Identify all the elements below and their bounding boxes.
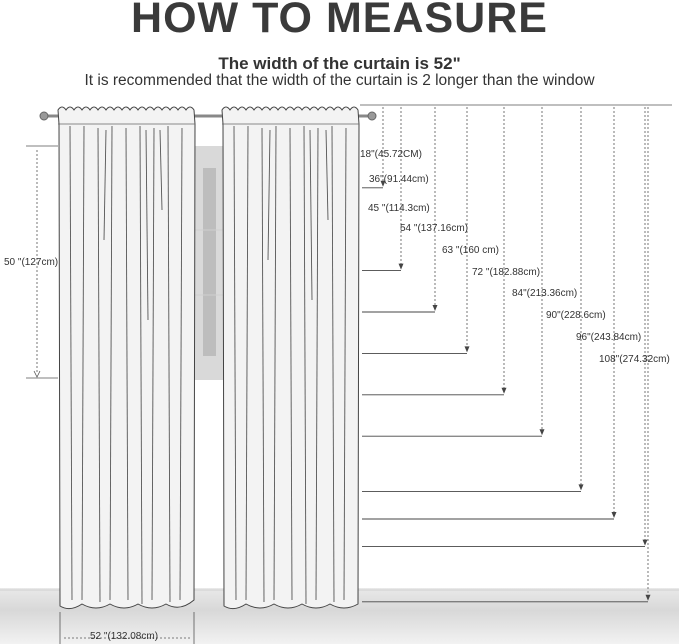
recommendation-note: It is recommended that the width of the curtain is 2 longer than the window bbox=[84, 72, 595, 89]
length-arrow-2 bbox=[433, 305, 438, 311]
right-curtain-panel bbox=[222, 107, 359, 609]
left-curtain-panel bbox=[58, 107, 195, 609]
length-measures bbox=[360, 107, 670, 602]
length-arrow-5 bbox=[540, 429, 545, 435]
length-arrow-4 bbox=[502, 388, 507, 394]
length-label-6: 84"(213.36cm) bbox=[512, 288, 578, 299]
length-arrow-8 bbox=[643, 540, 648, 546]
curtain-width-subtitle: The width of the curtain is 52" bbox=[218, 54, 461, 73]
length-label-5: 72 "(182.88cm) bbox=[472, 267, 541, 278]
length-label-4: 63 "(160 cm) bbox=[442, 245, 499, 256]
length-label-3: 54 "(137.16cm) bbox=[400, 223, 469, 234]
width-label: 52 "(132.08cm) bbox=[90, 631, 159, 642]
length-label-1: 36"(91.44cm) bbox=[369, 174, 429, 185]
window-frame bbox=[193, 146, 224, 380]
length-arrow-7 bbox=[612, 512, 617, 518]
length-label-0: 18"(45.72CM) bbox=[360, 149, 422, 160]
length-label-7: 90"(228.6cm) bbox=[546, 310, 606, 321]
length-label-8: 96"(243.84cm) bbox=[576, 332, 642, 343]
length-arrow-1 bbox=[399, 264, 404, 270]
window-height-label: 50 "(127cm) bbox=[4, 257, 59, 268]
length-label-9: 108"(274.32cm) bbox=[599, 354, 670, 365]
length-arrow-3 bbox=[465, 346, 470, 352]
length-label-2: 45 "(114.3cm) bbox=[368, 203, 430, 214]
length-arrow-6 bbox=[579, 484, 584, 490]
page-title: HOW TO MEASURE bbox=[131, 0, 548, 42]
